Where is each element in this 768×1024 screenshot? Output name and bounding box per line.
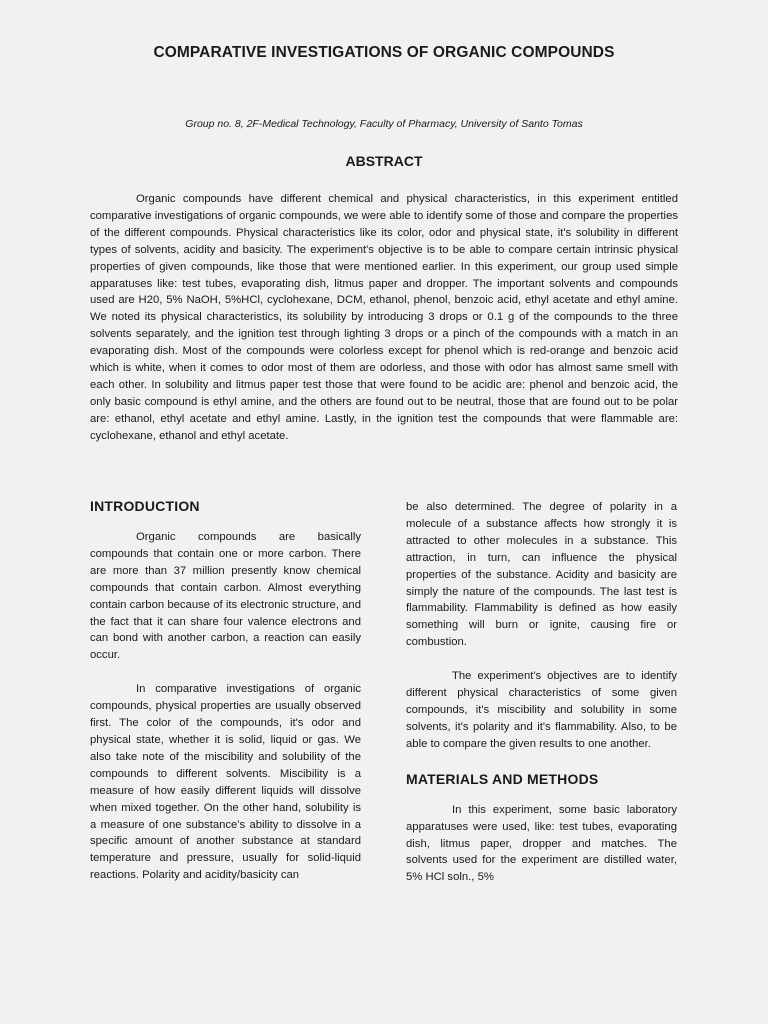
- author-affiliation: Group no. 8, 2F-Medical Technology, Faculty of Pharmacy, University of Santo Tomas: [185, 118, 583, 130]
- introduction-paragraph-2-continued: be also determined. The degree of polarity in a molecule of a substance affects how strongly it is attracted to other molecules in a substance. This attraction, in turn, can influence the physical properties of the substance. Acidity and basicity are simply the nature of the compounds. The last test is flammability. Flammability is defined as how easily something will burn or ignite, causing fire or combustion.: [406, 501, 677, 649]
- introduction-heading: INTRODUCTION: [90, 498, 200, 514]
- paper-title: COMPARATIVE INVESTIGATIONS OF ORGANIC COMPOUNDS: [153, 44, 615, 61]
- left-column: [90, 498, 361, 884]
- materials-paragraph-1: In this experiment, some basic laboratory apparatuses were used, like: test tubes, evaporating dish, litmus paper, dropper and matches. The solvents used for the experiment are distilled water, 5% HCl soln., 5%: [406, 803, 677, 884]
- introduction-paragraph-1: Organic compounds are basically compounds that contain one or more carbon. There are more than 37 million presently know chemical compounds that contain carbon. Almost everything contain carbon because of its electronic structure, and the fact that it can share four valence electrons and can bond with another carbon, a reaction can easily occur.: [90, 531, 361, 662]
- introduction-paragraph-objectives: The experiment's objectives are to identify different physical characteristics of some given compounds, it's miscibility and solubility in some solvents, it's polarity and it's flammability. Also, to be able to compare the given results to one another.: [406, 670, 677, 750]
- materials-methods-heading: MATERIALS AND METHODS: [406, 770, 599, 787]
- introduction-paragraph-2: In comparative investigations of organic compounds, physical properties are usually observed first. The color of the compounds, it's odor and physical state, whether it is solid, liquid or gas. We also take note of the miscibility and solubility of the compounds to different solvents. Miscibility is a measure of how easily different liquids will dissolve when mixed together. On the other hand, solubility is a measure of one substance's ability to dissolve in a specific amount of another substance at standard temperature and pressure, usually for solid-liquid reactions. Polarity and acidity/basicity can: [90, 683, 361, 882]
- abstract-body: Organic compounds have different chemical and physical characteristics, in this experiment entitled comparative investigations of organic compounds, we were able to identify some of those and compare the properties of the different compounds. Physical characteristics like its color, odor and physical state, it's solubility in different types of solvents, acidity and basicity. The experiment's objective is to be able to compare certain intrinsic physical properties of given compounds, like those that were mentioned earlier. In this experiment, our group used simple apparatuses like: test tubes, evaporating dish, litmus paper and dropper. The important solvents and compounds used are H20, 5% NaOH, 5%HCl, cyclohexane, DCM, ethanol, phenol, benzoic acid, ethyl acetate and ethyl amine. We noted its physical characteristics, its solubility by introducing 3 drops or 0.1 g of the compounds to the three solvents separately, and the ignition test through lighting 3 drops or a pinch of the compounds with a match in an evaporating dish. Most of the compounds were colorless except for phenol which is red-orange and benzoic acid which is white, when it comes to odor most of them are odorless, and those with odor has almost same smell with each other. In solubility and litmus paper test those that were found to be acidic are: phenol and benzoic acid, the only basic compound is ethyl amine, and the others are found out to be neutral, those that are found out to be polar are: ethanol, ethyl acetate and ethyl amine. Lastly, in the ignition test the compounds that were flammable are: cyclohexane, ethanol and ethyl acetate.: [90, 193, 678, 442]
- abstract-heading: ABSTRACT: [345, 153, 423, 169]
- right-column: [406, 498, 677, 886]
